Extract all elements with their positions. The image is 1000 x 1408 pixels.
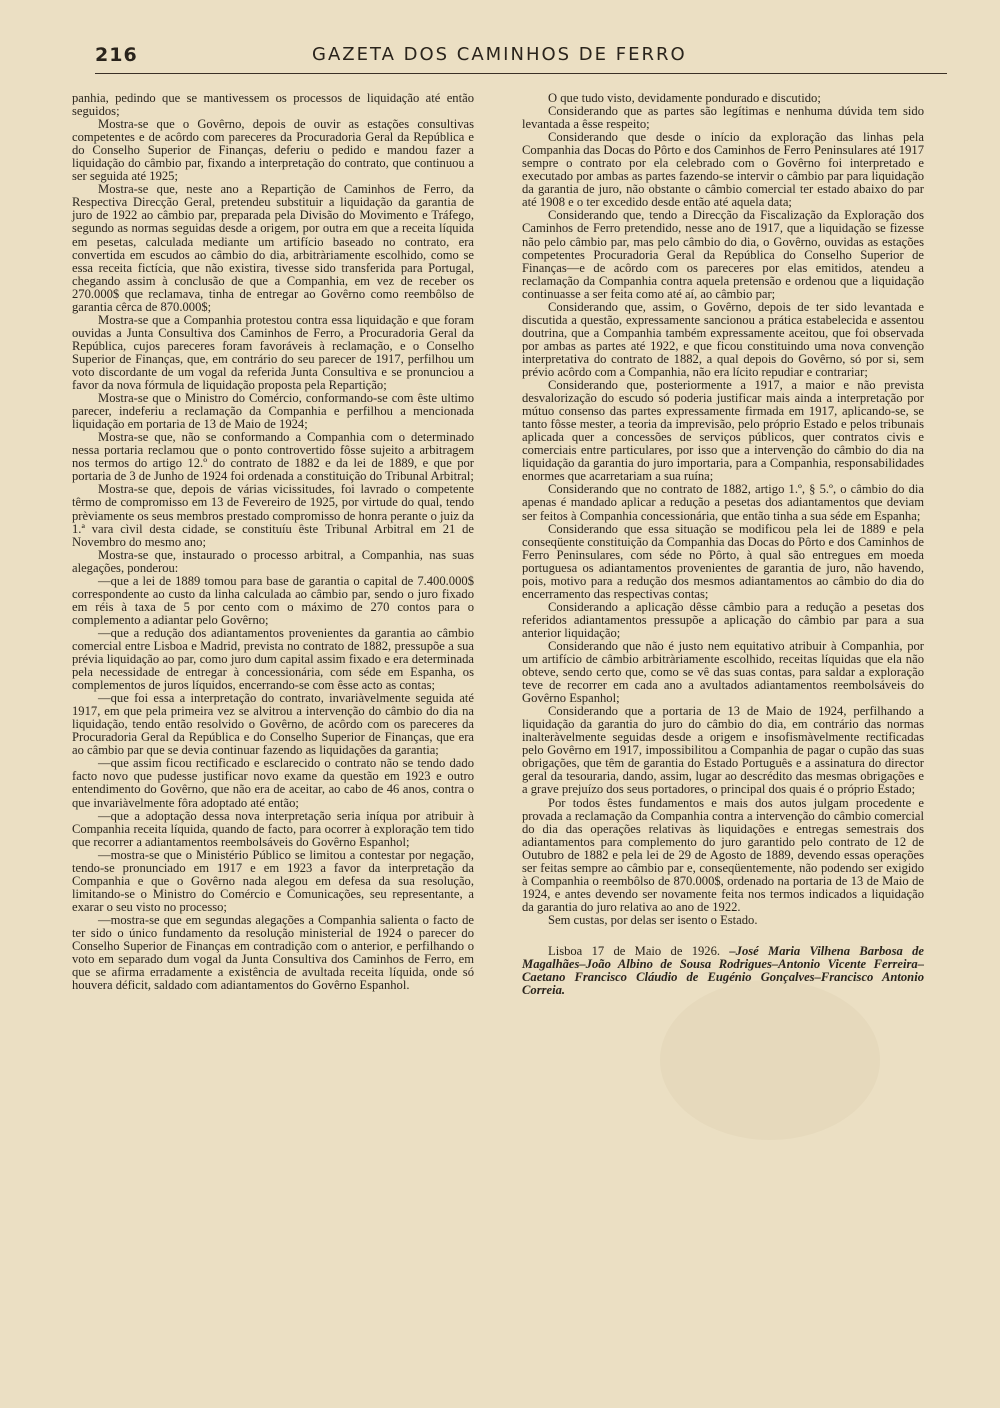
paragraph: Sem custas, por delas ser isento o Estado. (548, 912, 758, 927)
paragraph: Mostra-se que, neste ano a Repartição de Caminhos de Ferro, da Respectiva Direcção Geral, pretendeu substituir a liquidação da garantia de juro de 1922 ao câmbio par, preparada pela Divisão do Movimento e Tráfego, segundo as normas seguidas desde a origem, por outra em que a receita líquida em pesetas, calculada mediante um artifício baseado no contrato, era convertida em escudos ao câmbio do dia, arbitràriamente escolhido, como se essa receita fictícia, que não existira, tivesse sido transferida para Portugal, chegando assim à conclusão de que a Companhia, em vez de receber os 270.000$ que reclamava, tinha de entregar ao Govêrno como reembôlso de garantia cêrca de 870.000$; (72, 182, 474, 314)
paragraph: Considerando que, posteriormente a 1917, a maior e não prevista desvalorização do escudo só poderia justificar mais ainda a interpretação por mútuo consenso das partes expressamente firmada em 1917, aplicando-se, se tanto fôsse mester, a teoria da imprevisão, pelo próprio Estado e pelos tribunais aplicada quer a concessões de serviços públicos, quer contratos civis e comerciais entre particulares, por isso que a intervenção do câmbio do dia na liquidação da garantia do juro importaria, para a Companhia, responsabilidades enormes que acarretariam a sua ruína; (522, 378, 924, 484)
paragraph: Considerando que no contrato de 1882, artigo 1.º, § 5.º, o câmbio do dia apenas é mandado aplicar a redução a pesetas dos adiantamentos que deviam ser feitos à Companhia concessionária, que então tinha a sua séde em Espanha; (522, 482, 924, 523)
paragraph: Mostra-se que o Govêrno, depois de ouvir as estações consultivas competentes e de acôrdo com pareceres da Procuradoria Geral da República e do Conselho Superior de Finanças, deferiu o pedido e mandou fazer a liquidação do câmbio par, fixando a interpretação do contrato, que continuou a ser seguida até 1925; (72, 117, 474, 184)
paragraph: Mostra-se que, depois de várias vicissitudes, foi lavrado o competente têrmo de compromisso em 13 de Fevereiro de 1925, por virtude do qual, tendo prèviamente os seus membros prestado compromisso de honra perante o juiz da 1.ª vara cìvil desta cidade, se constituíu êste Tribunal Arbitral em 21 de Novembro do mesmo ano; (72, 482, 474, 549)
journal-title: GAZETA DOS CAMINHOS DE FERRO (312, 44, 687, 65)
paragraph: Mostra-se que a Companhia protestou contra essa liquidação e que foram ouvidas a Junta Consultiva dos Caminhos de Ferro, a Procuradoria Geral da República, cujos pareceres foram favoráveis à reclamação, e o Conselho Superior de Finanças, que, em contrário do seu parecer de 1917, perfilhou um voto discordante de um vogal da referida Junta Consultiva e se pronunciou a favor da nova fórmula de liquidação proposta pela Repartição; (72, 312, 474, 393)
paragraph: —que a lei de 1889 tomou para base de garantia o capital de 7.400.000$ correspondente ao custo da linha calculada ao câmbio par, sendo o juro fixado em réis à taxa de 5 por cento com o máximo de 270 contos para o complemento a adiantar pelo Govêrno; (72, 573, 474, 627)
paragraph: Considerando que as partes são legítimas e nenhuma dúvida tem sido levantada a êsse respeito; (522, 104, 924, 132)
paper-stain (660, 980, 880, 1140)
paragraph: Mostra-se que, não se conformando a Companhia com o determinado nessa portaria reclamou que o ponto controvertido fôsse sujeito a arbitragem nos termos do artigo 12.º do contrato de 1882 e da lei de 1889, e que por portaria de 3 de Junho de 1924 foi ordenada a constituição do Tribunal Arbitral; (72, 430, 474, 484)
paragraph: panhia, pedindo que se mantivessem os processos de liquidação até então seguidos; (72, 91, 474, 119)
paragraph: Considerando a aplicação dêsse câmbio para a redução a pesetas dos referidos adiantamentos pressupõe a aplicação do câmbio par para a sua anterior liquidação; (522, 599, 924, 640)
paragraph: —que a redução dos adiantamentos provenientes da garantia ao câmbio comercial entre Lisboa e Madrid, prevista no contrato de 1882, pressupõe a sua prévia liquidação ao par, como juro dum capital assim fixado e era determinada pela necessidade de entregar à concessionária, com séde em Espanha, os complementos de juros líquidos, encerrando-se com êsse acto as contas; (72, 625, 474, 693)
paragraph: Considerando que não é justo nem equitativo atribuir à Companhia, por um artifício de câmbio arbitràriamente escolhido, receitas líquidas que ela não obteve, sendo certo que, como se vê das suas contas, para saldar a exploração teve de recorrer em cada ano a avultados adiantamentos reembolsáveis do Govêrno Espanhol; (522, 638, 924, 706)
paragraph: Considerando que, assim, o Govêrno, depois de ter sido levantada e discutida a questão, expressamente sancionou a prática estabelecida e assentou doutrina, que a Companhia também expressamente aceitou, que foi observada por ambas as partes até 1922, e que ficou constituindo uma nova convenção interpretativa do contrato de 1882, a qual depois do Govêrno, só por si, sem prévio acôrdo com a Companhia, não era lícito repudiar e contrariar; (522, 299, 924, 379)
paragraph: Considerando que desde o início da exploração das linhas pela Companhia das Docas do Pôrto e dos Caminhos de Ferro Peninsulares até 1917 sempre o contrato por ela celebrado com o Govêrno foi interpretado e executado por ambas as partes fazendo-se intervir o câmbio par para liquidação da garantia de juro, não obstante o câmbio comercial ter estado abaixo do par até 1908 e o ter excedido desde então até aquela data; (522, 130, 924, 210)
paragraph: O que tudo visto, devidamente pondurado e discutido; (548, 91, 821, 105)
page-number: 216 (95, 44, 138, 66)
closing-signatures (522, 945, 924, 997)
place-date: Lisboa 17 de Maio de 1926. (548, 944, 721, 958)
signatures: –José Maria Vilhena Barbosa de Magalhães–João Albino de Sousa Rodrigues–Antonio Vicente Ferreira–Caetano Francisco Cláudio de Eugénio Gonçalves–Francisco Antonio Correia. (522, 944, 924, 998)
paragraph: Por todos êstes fundamentos e mais dos autos julgam procedente e provada a reclamação da Companhia contra a intervenção do câmbio comercial do dia das operações relativas às liquidações e entregas semestrais dos adiantamentos para complemento do juro garantido pelo contrato de 12 de Outubro de 1882 e pela lei de 29 de Agosto de 1889, devendo essas operações ser feitas sempre ao câmbio par e, conseqüentemente, não podendo ser exigido à Companhia o reembôlso de 870.000$, ordenado na portaria de 13 de Maio de 1924, e antes devendo ser novamente feita nos termos indicados a liquidação da garantia do juro relativa ao ano de 1922. (522, 795, 924, 914)
left-column (72, 92, 474, 992)
paragraph: —mostra-se que em segundas alegações a Companhia salienta o facto de ter sido o único fundamento da resolução ministerial de 1924 o parecer do Conselho Superior de Finanças em contradição com o anterior, e perfilhando o voto em separado dum vogal da Junta Consultiva dos Caminhos de Ferro, em que se afirma erradamente a existência de avultada receita líquida, onde só houvera déficit, saldado com adiantamentos do Govêrno Espanhol. (72, 912, 474, 993)
paragraph: —mostra-se que o Ministério Público se limitou a contestar por negação, tendo-se pronunciado em 1917 e em 1923 a favor da interpretação da Companhia e que o Govêrno nada alegou em defesa da sua resolução, limitando-se o Ministro do Comércio e Comunicações, seu representante, a exarar o seu visto no processo; (72, 847, 474, 914)
paragraph: —que a adoptação dessa nova interpretação seria iníqua por atribuir à Companhia receita líquida, quando de facto, para ocorrer à exploração tem tido que recorrer a adiantamentos reembolsáveis do Govêrno Espanhol; (72, 808, 474, 849)
paragraph: Considerando que a portaria de 13 de Maio de 1924, perfilhando a liquidação da garantia do juro do câmbio do dia, em contrário das normas inalteràvelmente seguidas desde a origem e insofismàvelmente rectificadas pelo Govêrno em 1917, impossibilitou a Companhia de pagar o cupão das suas obrigações, que têm de garantia do Estado Português e a assinatura do director geral da tesouraria, dando, assim, lugar ao descrédito das mesmas obrigações e a grave prejuízo dos seus portadores, o principal dos quais é o próprio Estado; (522, 704, 924, 797)
right-column (522, 92, 924, 997)
paragraph: Mostra-se que o Ministro do Comércio, conformando-se com êste ultimo parecer, indeferiu a reclamação da Companhia e perfilhou a mencionada liquidação em portaria de 13 de Maio de 1924; (72, 391, 474, 432)
paragraph: —que assim ficou rectificado e esclarecido o contrato não se tendo dado facto novo que pudesse justificar novo exame da questão em 1923 e outro entendimento do Govêrno, que não era de aceitar, ao cabo de 46 anos, contra o que invariàvelmente fôra adoptado até então; (72, 756, 474, 810)
paragraph: Considerando que, tendo a Direcção da Fiscalização da Exploração dos Caminhos de Ferro pretendido, nesse ano de 1917, que a liquidação se fizesse não pelo câmbio par, mas pelo câmbio do dia, o Govêrno, ouvidas as estações competentes Procuradoria Geral da República do Conselho Superior de Finanças—e de acôrdo com os pareceres por elas emitidos, atendeu a reclamação da Companhia contra aquela pretensão e ordenou que a liquidação continuasse a ser feita como até aí, ao câmbio par; (522, 208, 924, 301)
paragraph: Mostra-se que, instaurado o processo arbitral, a Companhia, nas suas alegações, ponderou: (72, 547, 474, 575)
page-header (95, 44, 947, 74)
paragraph: Considerando que essa situação se modificou pela lei de 1889 e pela conseqüente constituição da Companhia das Docas do Pôrto e dos Caminhos de Ferro Peninsulares, com séde no Pôrto, à qual são entregues em moeda portuguesa os adiantamentos provenientes de garantia de juro, não havendo, pois, motivo para a redução dos mesmos adiantamentos ao câmbio do dia do encerramento das respectivas contas; (522, 521, 924, 601)
header-rule (95, 73, 947, 74)
paragraph: —que foi essa a interpretação do contrato, invariàvelmente seguida até 1917, em que pela primeira vez se alvitrou a intervenção do câmbio do dia na liquidação, tendo então resolvido o Govêrno, de acôrdo com os pareceres da Procuradoria Geral da República e do Conselho Superior de Finanças, que era ao câmbio par que se devia continuar fazendo as liquidações da garantia; (72, 691, 474, 758)
